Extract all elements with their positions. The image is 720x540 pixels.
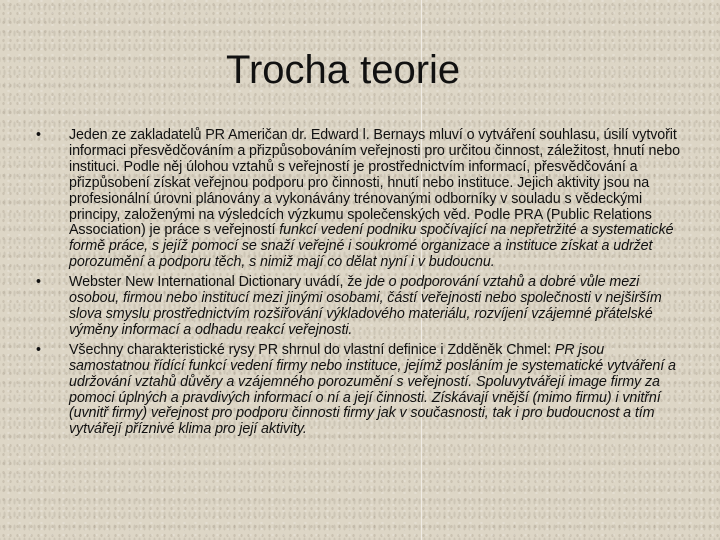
bullet-text-plain: Jeden ze zakladatelů PR Američan dr. Edward l. Bernays mluví o vytváření souhlasu, úsilí vytvořit informaci přesvědčováním a přizpůsobováním veřejnosti pro určitou činnost, záležitost, hnutí nebo instituci. Podle něj úlohou vztahů s veřejností je prostřednictvím informací, přesvědčování a přizpůsobení získat veřejnou podporu pro činnosti, hnutí nebo instituce. Jejich aktivity jsou na profesionální úrovni plánovány a vykonávány trénovanými odborníky v souladu s vědeckými principy, založenými na výsledcích výzkumu společenských věd. Podle PRA (Public Relations Association) je práce s veřejností [69, 127, 680, 239]
bullet-marker: • [36, 341, 41, 358]
bullet-item-bernays [36, 128, 686, 271]
bullet-marker: • [36, 274, 41, 291]
bullet-item-webster [36, 275, 686, 339]
slide-title: Trocha teorie [226, 48, 461, 92]
bullet-list [36, 128, 686, 442]
bullet-marker: • [36, 127, 41, 143]
bullet-text-plain: Webster New International Dictionary uvádí, že [69, 274, 363, 291]
bullet-text-italic: PR jsou samostatnou řídící funkcí vedení firmy nebo instituce, jejímž posláním je systematické vytváření a udržování vztahů důvěry a vzájemného porozumění s veřejností. Spoluvytvářejí image firmy za pomoci úplných a pravdivých informací o ní a její činnosti. Získávají vnější (mimo firmu) i vnitřní (uvnitř firmy) veřejnost pro podporu činnosti firmy jak v současnosti, tak i pro budoucnost a tím vytvářejí příznivé klima pro její aktivity. [69, 341, 676, 438]
bullet-item-chmel [36, 343, 686, 438]
bullet-text-plain: Všechny charakteristické rysy PR shrnul do vlastní definice i Zdděněk Chmel: [69, 341, 551, 358]
bullet-text-italic: funkcí vedení podniku spočívající na nepřetržité a systematické formě práce, s jejíž pomocí se snaží veřejné i soukromé organizace a instituce získat a udržet porozumění a podporu těch, s nimiž mají co dělat nyní i v budoucnu. [69, 222, 674, 271]
bullet-text-italic: jde o podporování vztahů a dobré vůle mezi osobou, firmou nebo institucí mezi jinými osobami, částí veřejnosti nebo společnosti v nejširším slova smyslu prostřednictvím rozšiřování výkladového materiálu, rozvíjení vzájemné přátelské výměny informací a odhadu reakcí veřejnosti. [69, 274, 662, 338]
